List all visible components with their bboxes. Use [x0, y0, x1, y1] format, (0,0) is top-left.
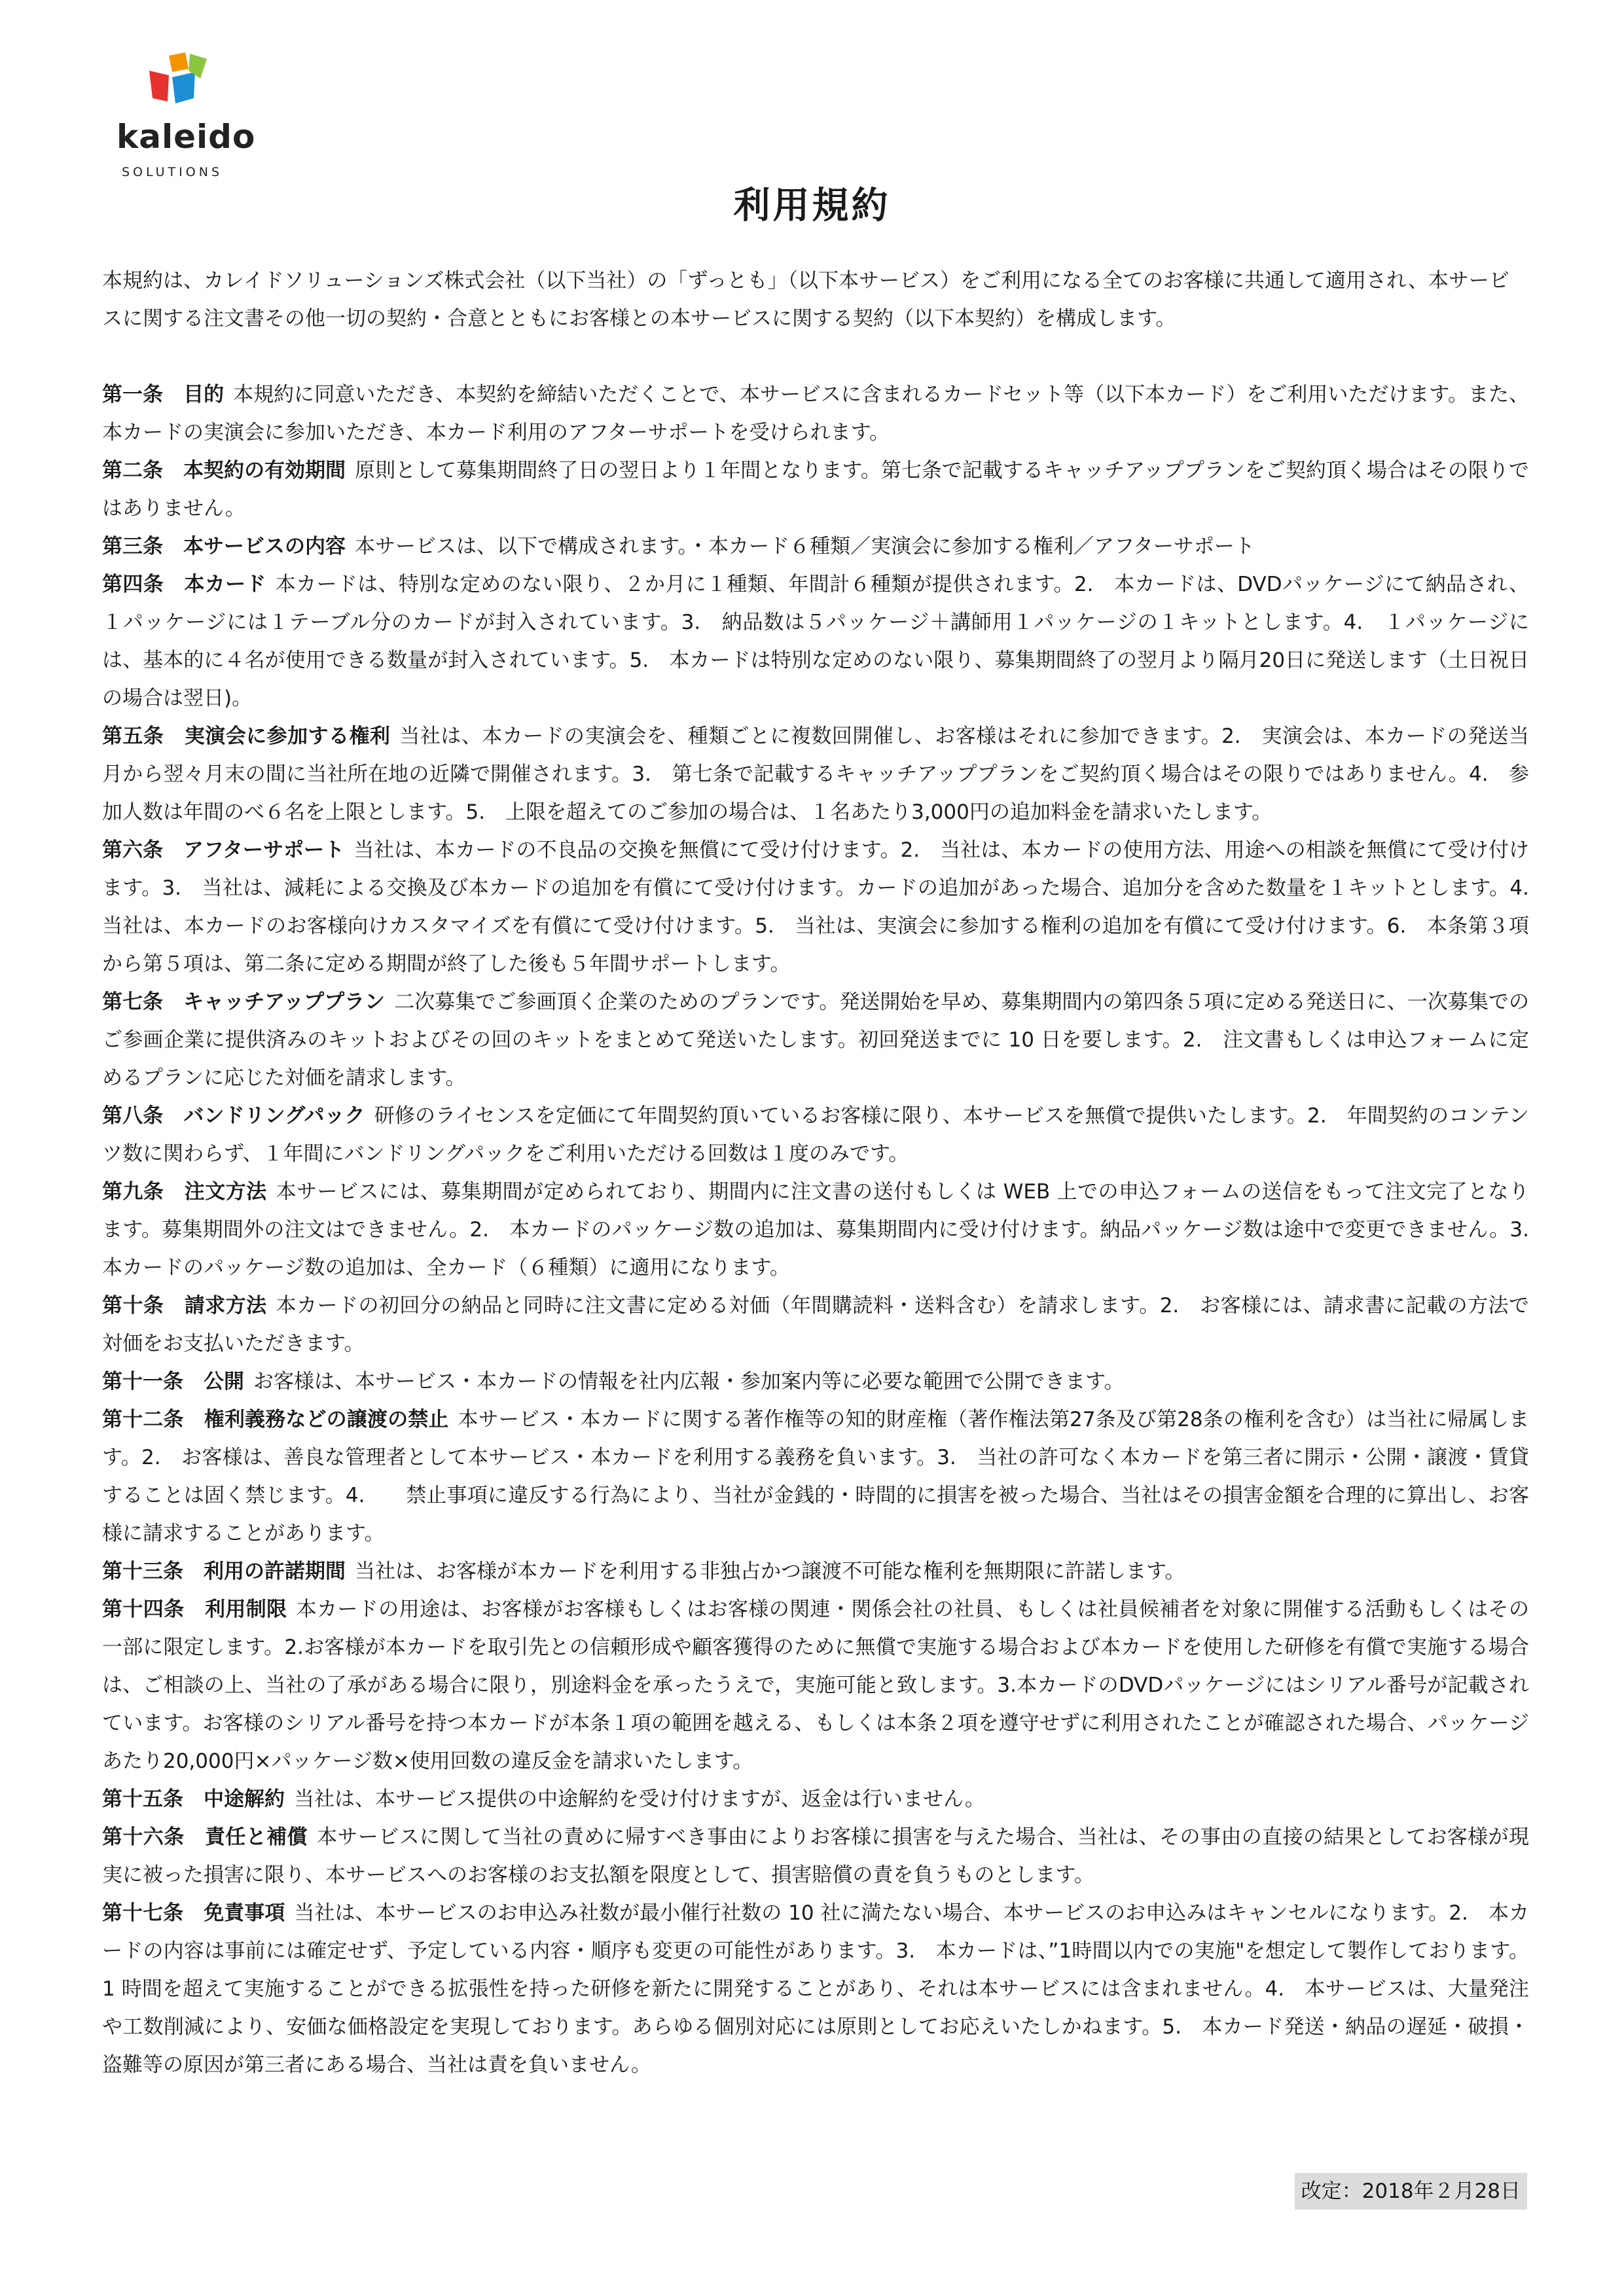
article-heading: 第十条 請求方法 [102, 1294, 267, 1318]
article-text: お客様は、本サービス・本カードの情報を社内広報・参加案内等に必要な範囲で公開できます。 [253, 1370, 1125, 1393]
article-text: 本サービス・本カードに関する著作権等の知的財産権（著作権法第27条及び第28条の権利を含む）は当社に帰属します。2. お客様は、善良な管理者として本サービス・本カードを利用する義務を負います。3. 当社の許可なく本カードを第三者に開示・公開・譲渡・賃貸することは固く禁じます。4. 禁止事項に違反する行為により、当社が金銭的・時間的に損害を被った場合、当社はその損害金額を合理的に算出し、お客様に請求することがあります。 [102, 1408, 1530, 1545]
article-text: 原則として募集期間終了日の翌日より１年間となります。第七条で記載するキャッチアッププランをご契約頂く場合はその限りではありません。 [102, 459, 1530, 520]
article-5 [102, 717, 1529, 831]
revision-date: 改定：2018年２月28日 [1295, 2173, 1527, 2210]
article-4 [102, 565, 1529, 717]
article-7 [102, 983, 1529, 1097]
article-heading: 第四条 本カード [102, 573, 266, 596]
article-8 [102, 1097, 1529, 1173]
article-heading: 第八条 バンドリングパック [102, 1104, 365, 1128]
article-heading: 第五条 実演会に参加する権利 [102, 725, 391, 748]
article-heading: 第十七条 免責事項 [102, 1901, 285, 1925]
article-text: 当社は、本サービス提供の中途解約を受け付けますが、返金は行いません。 [294, 1787, 985, 1811]
intro-paragraph: 本規約は、カレイドソリューションズ株式会社（以下当社）の「ずっとも」（以下本サービス）をご利用になる全てのお客様に共通して適用され、本サービスに関する注文書その他一切の契約・合意とともにお客様との本サービスに関する契約（以下本契約）を構成します。 [102, 269, 1509, 331]
article-heading: 第十二条 権利義務などの譲渡の禁止 [102, 1408, 449, 1431]
article-13 [102, 1552, 1529, 1590]
article-3 [102, 528, 1529, 565]
logo-tagline: SOLUTIONS [122, 165, 223, 179]
article-heading: 第十六条 責任と補償 [102, 1825, 308, 1849]
kaleido-logo [117, 52, 256, 183]
article-16 [102, 1818, 1529, 1894]
article-9 [102, 1173, 1549, 1287]
article-heading: 第十三条 利用の許諾期間 [102, 1560, 346, 1583]
logo-blue-piece [172, 72, 195, 103]
article-text: 本規約に同意いただき、本契約を締結いただくことで、本サービスに含まれるカードセット等（以下本カード）をご利用いただけます。また、本カードの実演会に参加いただき、本カード利用のアフターサポートを受けられます。 [102, 383, 1530, 444]
article-15 [102, 1780, 1529, 1818]
article-heading: 第二条 本契約の有効期間 [102, 459, 346, 482]
kaleido-logo-icon [149, 52, 208, 118]
article-heading: 第十一条 公開 [102, 1370, 244, 1393]
article-heading: 第七条 キャッチアッププラン [102, 990, 386, 1014]
article-text: 本カードの初回分の納品と同時に注文書に定める対価（年間購読料・送料含む）を請求します。2. お客様には、請求書に記載の方法で対価をお支払いただきます。 [102, 1294, 1530, 1355]
article-12 [102, 1401, 1529, 1552]
article-text: 本サービスは、以下で構成されます。・本カード６種類／実演会に参加する権利／アフターサポート [355, 535, 1255, 558]
article-text: 本カードは、特別な定めのない限り、２か月に１種類、年間計６種類が提供されます。2. 本カードは、DVDパッケージにて納品され、１パッケージには１テーブル分のカードが封入されています。3. 納品数は５パッケージ＋講師用１パッケージの１キットとします。4. １パッケージには、基本的に４名が使用できる数量が封入されています。5. 本カードは特別な定めのない限り、募集期間終了の翌月より隔月20日に発送します（土日祝日の場合は翌日)。 [102, 573, 1530, 710]
article-6 [102, 831, 1549, 983]
article-heading: 第十五条 中途解約 [102, 1787, 285, 1811]
article-14 [102, 1590, 1529, 1780]
article-text: 当社は、本カードの実演会を、種類ごとに複数回開催し、お客様はそれに参加できます。2. 実演会は、本カードの発送当月から翌々月末の間に当社所在地の近隣で開催されます。3. 第七条で記載するキャッチアッププランをご契約頂く場合はその限りではありません。4. 参加人数は年間のべ６名を上限とします。5. 上限を超えてのご参加の場合は、１名あたり3,000円の追加料金を請求いたします。 [102, 725, 1530, 824]
page-title: 利用規約 [733, 185, 891, 227]
article-text: 当社は、本サービスのお申込み社数が最小催行社数の 10 社に満たない場合、本サービスのお申込みはキャンセルになります。2. 本カードの内容は事前には確定せず、予定している内容・順序も変更の可能性があります。3. 本カードは、”1時間以内での実施"を想定して製作しております。1 時間を超えて実施することができる拡張性を持った研修を新たに開発することがあり、それは本サービスには含まれません。4. 本サービスは、大量発注や工数削減により、安価な価格設定を実現しております。あらゆる個別対応には原則としてお応えいたしかねます。5. 本カード発送・納品の遅延・破損・盗難等の原因が第三者にある場合、当社は責を負いません。 [102, 1901, 1530, 2077]
article-heading: 第三条 本サービスの内容 [102, 535, 346, 558]
article-text: 本サービスに関して当社の責めに帰すべき事由によりお客様に損害を与えた場合、当社は、その事由の直接の結果としてお客様が現実に被った損害に限り、本サービスへのお客様のお支払額を限度として、損害賠償の責を負うものとします。 [102, 1825, 1529, 1887]
article-11 [102, 1363, 1529, 1401]
logo-wordmark: kaleido [117, 118, 256, 156]
article-1 [102, 376, 1529, 452]
article-heading: 第十四条 利用制限 [102, 1598, 287, 1621]
article-text: 二次募集でご参画頂く企業のためのプランです。発送開始を早め、募集期間内の第四条５項に定める発送日に、一次募集でのご参画企業に提供済みのキットおよびその回のキットをまとめて発送いたします。初回発送までに 10 日を要します。2. 注文書もしくは申込フォームに定めるプランに応じた対価を請求します。 [102, 990, 1529, 1090]
article-text: 本カードの用途は、お客様がお客様もしくはお客様の関連・関係会社の社員、もしくは社員候補者を対象に開催する活動もしくはその一部に限定します。2.お客様が本カードを取引先との信頼形成や顧客獲得のために無償で実施する場合および本カードを使用した研修を有償で実施する場合は、ご相談の上、当社の了承がある場合に限り，別途料金を承ったうえで，実施可能と致します。3.本カードのDVDパッケージにはシリアル番号が記載されています。お客様のシリアル番号を持つ本カードが本条１項の範囲を越える、もしくは本条２項を遵守せずに利用されたことが確認された場合、パッケージあたり20,000円×パッケージ数×使用回数の違反金を請求いたします。 [102, 1598, 1529, 1773]
article-heading: 第六条 アフターサポート [102, 838, 345, 862]
article-heading: 第一条 目的 [102, 383, 225, 406]
terms-body [102, 262, 1549, 2084]
article-17 [102, 1894, 1529, 2084]
article-heading: 第九条 注文方法 [102, 1180, 267, 1204]
article-text: 本サービスには、募集期間が定められており、期間内に注文書の送付もしくは WEB 上での申込フォームの送信をもって注文完了となります。募集期間外の注文はできません。2. 本カードのパッケージ数の追加は、募集期間内に受け付けます。納品パッケージ数は途中で変更できません。3. 本カードのパッケージ数の追加は、全カード（６種類）に適用になります。 [102, 1180, 1549, 1280]
article-text: 当社は、本カードの不良品の交換を無償にて受け付けます。2. 当社は、本カードの使用方法、用途への相談を無償にて受け付けます。3. 当社は、減耗による交換及び本カードの追加を有償にて受け付けます。カードの追加があった場合、追加分を含めた数量を１キットとします。4. 当社は、本カードのお客様向けカスタマイズを有償にて受け付けます。5. 当社は、実演会に参加する権利の追加を有償にて受け付けます。6. 本条第３項から第５項は、第二条に定める期間が終了した後も５年間サポートします。 [102, 838, 1549, 976]
article-2 [102, 452, 1529, 528]
article-10 [102, 1287, 1529, 1363]
article-text: 当社は、お客様が本カードを利用する非独占かつ譲渡不可能な権利を無期限に許諾します。 [355, 1560, 1185, 1583]
logo-red-piece [149, 71, 169, 101]
logo-orange-piece [169, 52, 189, 72]
article-text: 研修のライセンスを定価にて年間契約頂いているお客様に限り、本サービスを無償で提供いたします。2. 年間契約のコンテンツ数に関わらず、１年間にバンドリングパックをご利用いただける回数は１度のみです。 [102, 1104, 1529, 1166]
